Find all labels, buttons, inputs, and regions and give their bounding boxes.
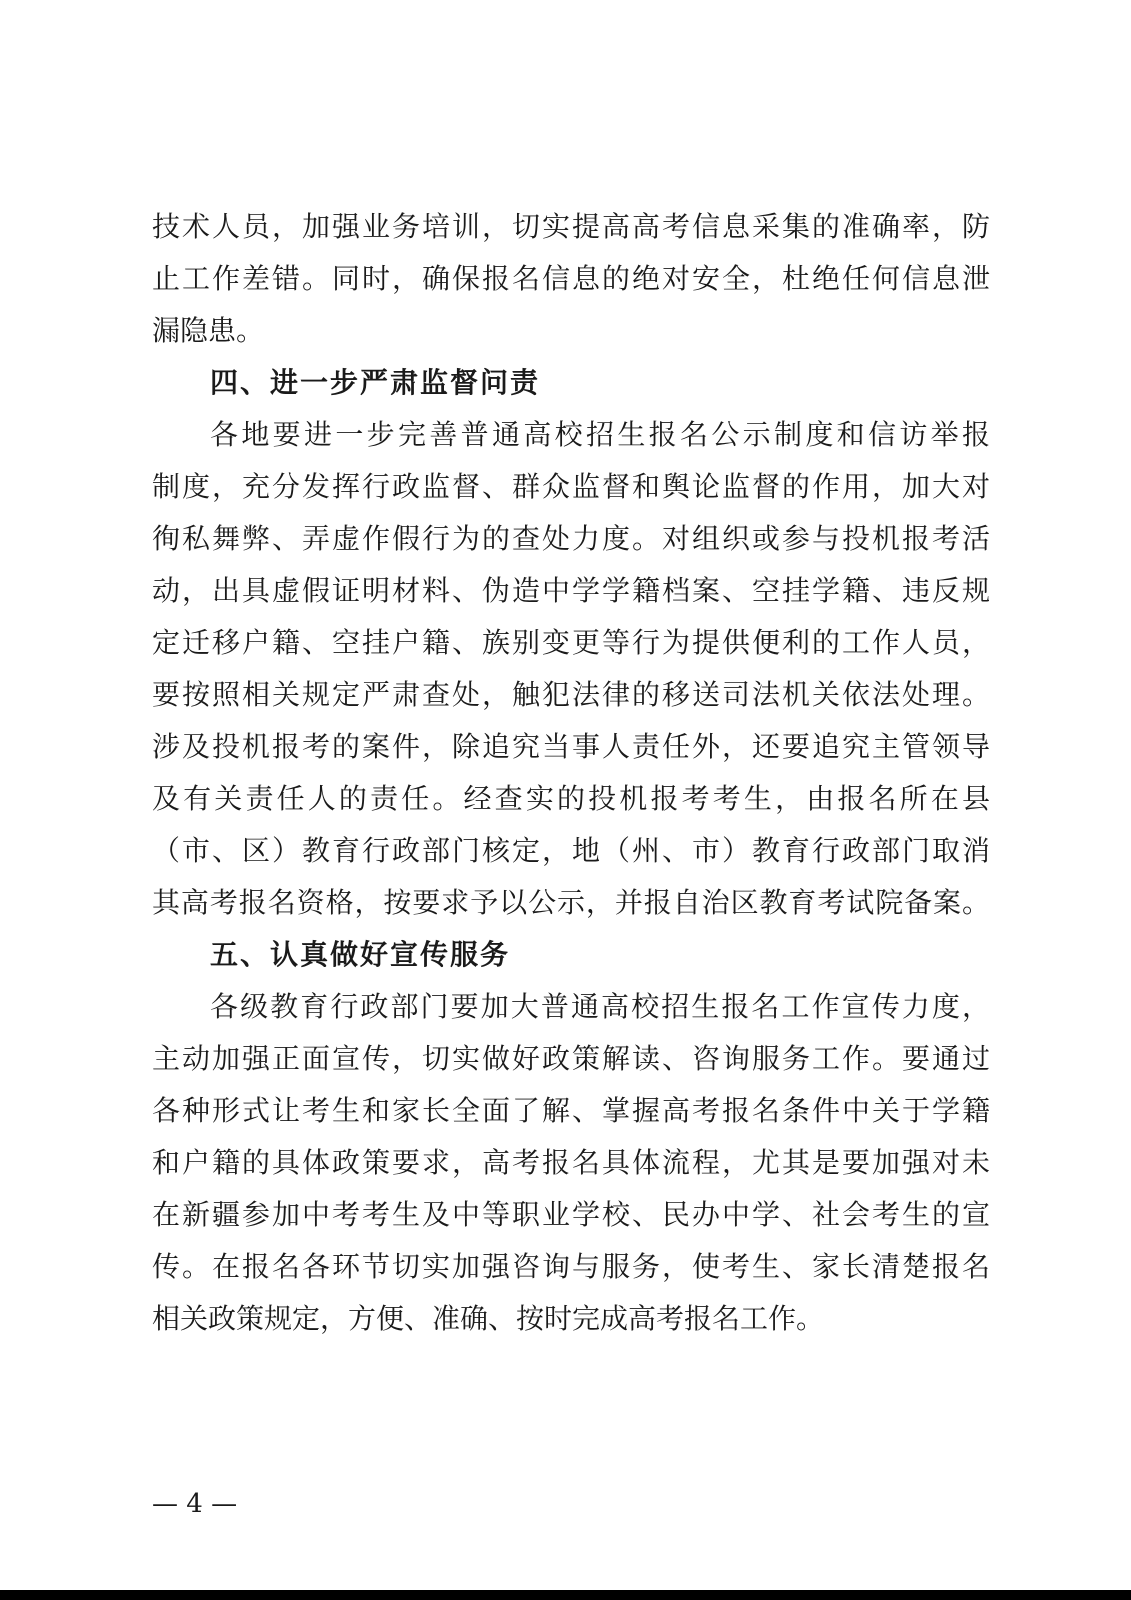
body-line: 涉及投机报考的案件，除追究当事人责任外，还要追究主管领导 [152,730,990,763]
body-line: 各地要进一步完善普通高校招生报名公示制度和信访举报 [210,418,990,451]
body-line: （市、区）教育行政部门核定，地（州、市）教育行政部门取消 [152,834,990,867]
body-line: 及有关责任人的责任。经查实的投机报考考生，由报名所在县 [152,782,990,815]
body-line: 各种形式让考生和家长全面了解、掌握高考报名条件中关于学籍 [152,1094,990,1127]
body-line: 主动加强正面宣传，切实做好政策解读、咨询服务工作。要通过 [152,1042,990,1075]
body-line: 其高考报名资格，按要求予以公示，并报自治区教育考试院备案。 [152,886,990,919]
body-line: 制度，充分发挥行政监督、群众监督和舆论监督的作用，加大对 [152,470,990,503]
body-line: 在新疆参加中考考生及中等职业学校、民办中学、社会考生的宣 [152,1198,990,1231]
section-heading-4: 四、进一步严肃监督问责 [210,366,541,399]
body-line: 要按照相关规定严肃查处，触犯法律的移送司法机关依法处理。 [152,678,990,711]
scan-bottom-edge [0,1590,1131,1600]
body-line: 定迁移户籍、空挂户籍、族别变更等行为提供便利的工作人员， [152,626,990,659]
body-line: 徇私舞弊、弄虚作假行为的查处力度。对组织或参与投机报考活 [152,522,990,555]
body-line: 漏隐患。 [152,314,265,347]
body-line: 止工作差错。同时，确保报名信息的绝对安全，杜绝任何信息泄 [152,262,990,295]
body-line: 传。在报名各环节切实加强咨询与服务，使考生、家长清楚报名 [152,1250,990,1283]
body-line: 技术人员，加强业务培训，切实提高高考信息采集的准确率，防 [152,210,990,243]
body-line: 动，出具虚假证明材料、伪造中学学籍档案、空挂学籍、违反规 [152,574,990,607]
page-number: — 4 — [152,1489,238,1519]
section-heading-5: 五、认真做好宣传服务 [210,938,511,971]
body-line: 相关政策规定，方便、准确、按时完成高考报名工作。 [152,1302,825,1335]
body-line: 各级教育行政部门要加大普通高校招生报名工作宣传力度， [210,990,990,1023]
body-line: 和户籍的具体政策要求，高考报名具体流程，尤其是要加强对未 [152,1146,990,1179]
